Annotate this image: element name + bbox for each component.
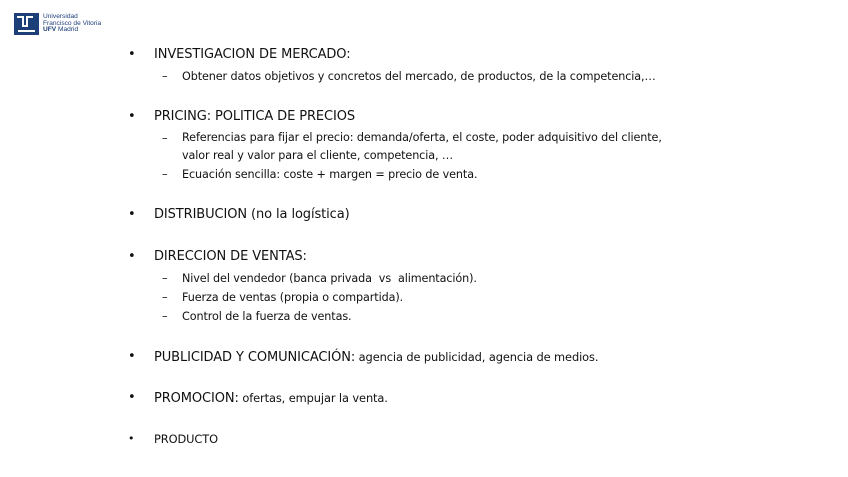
sub-list: [154, 67, 728, 86]
sub-item-text: Fuerza de ventas (propia o compartida).: [182, 291, 404, 304]
bullet-detail: agencia de publicidad, agencia de medios.: [355, 350, 599, 364]
sub-item: [154, 288, 728, 307]
sub-item-text: Control de la fuerza de ventas.: [182, 310, 352, 323]
bullet-title: DIRECCION DE VENTAS:: [154, 249, 307, 264]
bullet-item-pricing: [128, 108, 728, 184]
bullet-title: PRODUCTO: [154, 432, 218, 446]
logo-line-3: [43, 27, 101, 34]
bullet-icon: •: [128, 249, 136, 264]
dash-icon: –: [162, 310, 168, 323]
ufv-logo: [14, 13, 101, 35]
dash-icon: –: [162, 132, 168, 145]
sub-item-text: Referencias para fijar el precio: demanda/oferta, el coste, poder adquisitivo del cliente,: [182, 131, 662, 144]
bullet-title: PROMOCION:: [154, 391, 239, 406]
dash-icon: –: [162, 291, 168, 304]
bullet-icon: •: [128, 109, 136, 124]
bullet-item-publicidad: [128, 348, 728, 367]
bullet-item-direccion-ventas: [128, 248, 728, 326]
sub-item-text: Ecuación sencilla: coste + margen = precio de venta.: [182, 168, 478, 181]
bullet-title: INVESTIGACION DE MERCADO:: [154, 47, 351, 62]
bullet-icon: •: [128, 207, 136, 222]
bullet-detail: ofertas, empujar la venta.: [238, 391, 388, 405]
slide-body: [128, 46, 728, 448]
bullet-item-producto: [128, 430, 728, 448]
bullet-item-distribucion: [128, 206, 728, 224]
dash-icon: –: [162, 70, 168, 83]
bullet-title: PUBLICIDAD Y COMUNICACIÓN:: [154, 350, 356, 365]
logo-line-2: Francisco de Vitoria: [43, 19, 102, 27]
sub-item: [154, 307, 728, 326]
sub-list: [154, 129, 728, 184]
logo-text: [43, 14, 101, 34]
bullet-icon: •: [128, 47, 136, 62]
ufv-logo-icon: [14, 13, 39, 35]
sub-item-text: Nivel del vendedor (banca privada vs alimentación).: [182, 272, 477, 285]
sub-item: [154, 269, 728, 288]
sub-list: [154, 269, 728, 326]
sub-item: [154, 67, 728, 86]
bullet-line: [154, 348, 728, 367]
dash-icon: –: [162, 272, 168, 285]
bullet-icon: •: [128, 432, 135, 445]
sub-item: [154, 165, 728, 184]
logo-madrid: Madrid: [56, 26, 79, 34]
dash-icon: –: [162, 168, 168, 181]
bullet-title: PRICING: POLITICA DE PRECIOS: [154, 109, 355, 124]
sub-item: [154, 129, 728, 165]
bullet-title: DISTRIBUCION (no la logística): [154, 207, 350, 222]
logo-ufv: UFV: [43, 26, 57, 34]
bullet-icon: •: [128, 349, 136, 364]
bullet-item-promocion: [128, 389, 728, 408]
bullet-icon: •: [128, 390, 136, 405]
sub-item-text: Obtener datos objetivos y concretos del mercado, de productos, de la competencia,…: [182, 70, 656, 83]
bullet-item-investigacion: [128, 46, 728, 86]
sub-item-text-continuation: valor real y valor para el cliente, competencia, …: [182, 149, 453, 162]
bullet-line: [154, 389, 728, 408]
logo-line-1: Universidad: [43, 12, 78, 20]
